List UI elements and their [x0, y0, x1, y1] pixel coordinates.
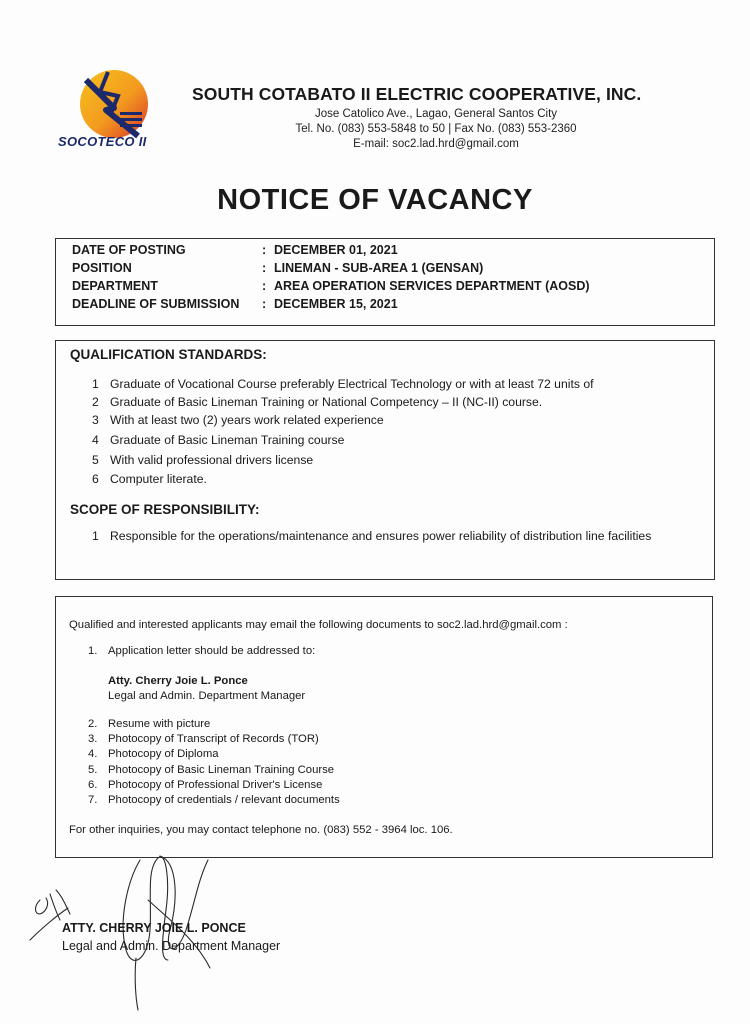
detail-colon: : — [262, 279, 267, 293]
detail-value: DECEMBER 01, 2021 — [274, 243, 398, 257]
item-number: 6. — [88, 779, 98, 791]
detail-colon: : — [262, 261, 267, 275]
item-text: Computer literate. — [110, 472, 207, 486]
item-number: 1 — [92, 529, 99, 543]
signatory-title: Legal and Admin. Department Manager — [62, 939, 281, 953]
item-text: Responsible for the operations/maintenance and ensures power reliability of distribution line facilities — [110, 529, 652, 543]
item-number: 5. — [88, 764, 98, 776]
detail-value: DECEMBER 15, 2021 — [274, 297, 398, 311]
detail-value: LINEMAN - SUB-AREA 1 (GENSAN) — [274, 261, 484, 275]
signatory-name: ATTY. CHERRY JOIE L. PONCE — [62, 921, 246, 935]
document-item — [88, 764, 334, 776]
item-text: Photocopy of Professional Driver's License — [108, 779, 323, 791]
organization-address: Jose Catolico Ave., Lagao, General Santos City — [314, 108, 558, 120]
item-text: Photocopy of Basic Lineman Training Course — [108, 764, 335, 776]
inquiries-note: For other inquiries, you may contact telephone no. (083) 552 - 3964 loc. 106. — [69, 824, 453, 836]
qualification-item — [92, 433, 344, 447]
detail-label: POSITION — [72, 261, 132, 275]
organization-phone: Tel. No. (083) 553-5848 to 50 | Fax No. (083) 553-2360 — [295, 123, 577, 135]
item-text: With at least two (2) years work related experience — [110, 413, 384, 427]
qualifications-heading: QUALIFICATION STANDARDS: — [70, 347, 267, 362]
item-number: 2. — [88, 718, 98, 730]
item-text: Graduate of Basic Lineman Training or National Competency – II (NC-II) course. — [110, 395, 543, 409]
item-text: Graduate of Basic Lineman Training course — [110, 433, 345, 447]
item-text: Photocopy of Transcript of Records (TOR) — [108, 733, 319, 745]
qualification-item — [92, 413, 384, 427]
item-number: 5 — [92, 453, 99, 467]
item-number: 4 — [92, 433, 99, 447]
qualification-item — [92, 453, 313, 467]
detail-label: DEPARTMENT — [72, 279, 158, 293]
item-number: 1 — [92, 377, 99, 391]
addressee-title: Legal and Admin. Department Manager — [108, 690, 306, 702]
item-text: With valid professional drivers license — [110, 453, 314, 467]
item-text: Photocopy of credentials / relevant documents — [108, 794, 340, 806]
item-text: Photocopy of Diploma — [108, 748, 219, 760]
document-title: NOTICE OF VACANCY — [217, 184, 533, 216]
item-text: Graduate of Vocational Course preferably Electrical Technology or with at least 72 units of — [110, 377, 594, 391]
organization-name: SOUTH COTABATO II ELECTRIC COOPERATIVE, INC. — [192, 84, 642, 104]
item-text: Application letter should be addressed to: — [108, 645, 316, 657]
item-number: 7. — [88, 794, 98, 806]
item-number: 3. — [88, 733, 98, 745]
detail-label: DEADLINE OF SUBMISSION — [72, 297, 240, 311]
qualification-item — [92, 377, 593, 391]
item-number: 1. — [88, 645, 98, 657]
detail-value: AREA OPERATION SERVICES DEPARTMENT (AOSD) — [274, 279, 590, 293]
item-number: 3 — [92, 413, 99, 427]
document-item — [88, 733, 319, 745]
document-item — [88, 748, 219, 760]
document-item — [88, 779, 322, 791]
logo-text: SOCOTECO II — [58, 134, 147, 149]
document-item — [88, 794, 340, 806]
scope-heading: SCOPE OF RESPONSIBILITY: — [70, 502, 260, 517]
detail-colon: : — [262, 297, 267, 311]
qualification-item — [92, 472, 207, 486]
addressee-name: Atty. Cherry Joie L. Ponce — [108, 675, 248, 687]
item-number: 6 — [92, 472, 99, 486]
qualification-item — [92, 395, 542, 409]
document-item — [88, 645, 315, 657]
detail-colon: : — [262, 243, 267, 257]
item-text: Resume with picture — [108, 718, 211, 730]
organization-email: E-mail: soc2.lad.hrd@gmail.com — [353, 138, 519, 150]
detail-label: DATE OF POSTING — [72, 243, 186, 257]
item-number: 2 — [92, 395, 99, 409]
document-item — [88, 718, 210, 730]
application-intro: Qualified and interested applicants may email the following documents to soc2.lad.hrd@gmail.com : — [69, 619, 568, 631]
item-number: 4. — [88, 748, 98, 760]
